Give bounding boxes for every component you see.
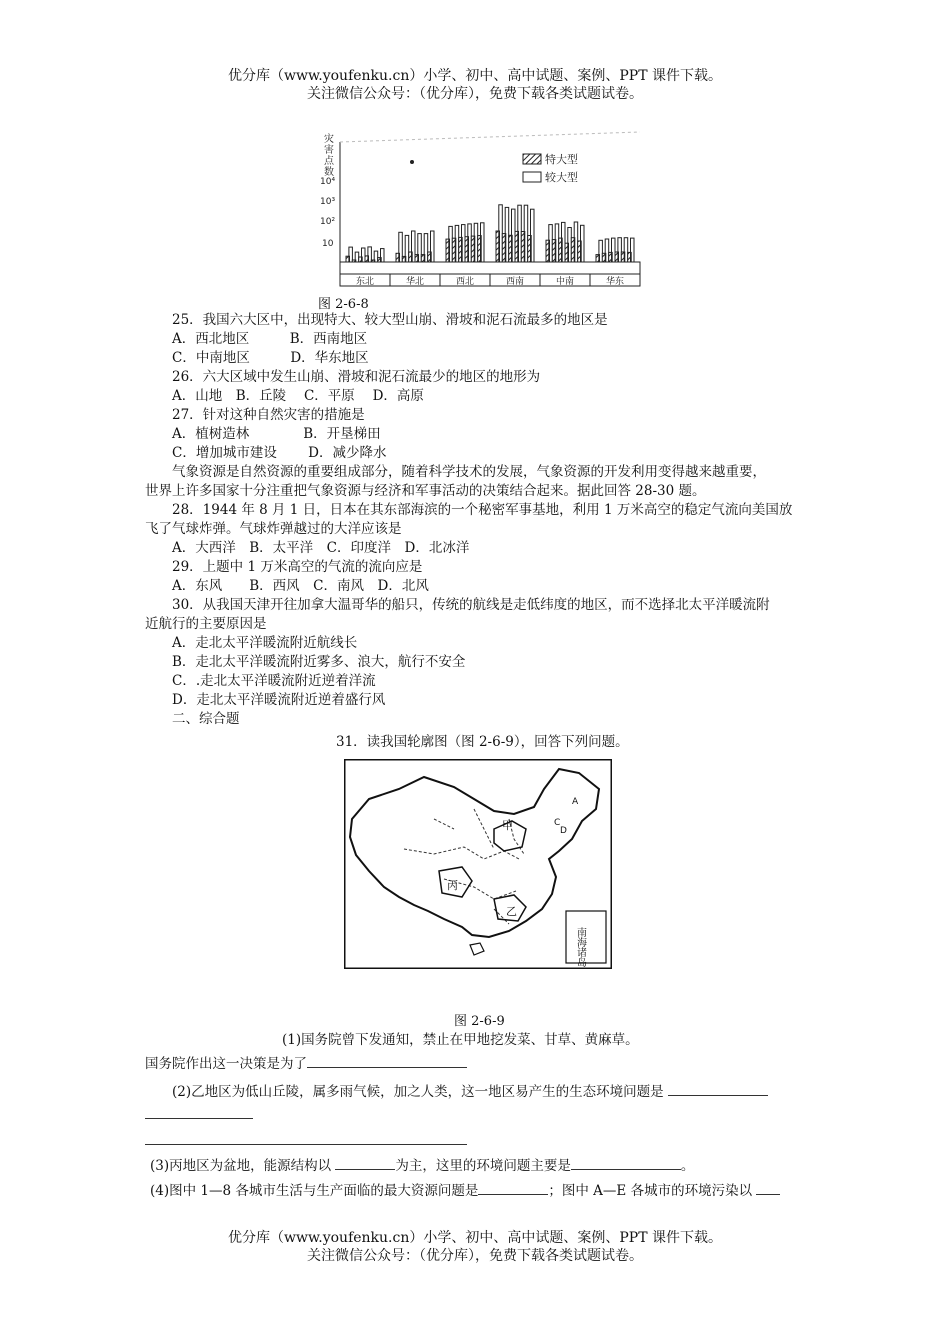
map-label-D: D: [560, 826, 567, 836]
answer-blank[interactable]: [335, 1155, 395, 1170]
disaster-bar-chart: [318, 122, 648, 292]
ytick-label: 10⁴: [320, 177, 336, 187]
province-strip: [340, 262, 640, 274]
question-28-line-1: 28．1944 年 8 月 1 日，日本在其东部海滨的一个秘密军事基地，利用 1 万米高空的稳定气流向美国放: [172, 502, 793, 518]
question-26: 26．六大区域中发生山崩、滑坡和泥石流最少的地区的地形为: [172, 369, 541, 385]
legend-label: 特大型: [545, 153, 578, 166]
answer-blank[interactable]: [145, 1104, 253, 1119]
region-label: 东北: [355, 277, 375, 287]
answer-blank[interactable]: [478, 1180, 548, 1195]
question-29: 29．上题中 1 万米高空的气流的流向应是: [172, 559, 423, 575]
stray-dot: [410, 160, 414, 164]
question-31: 31．读我国轮廓图（图 2-6-9），回答下列问题。: [336, 734, 629, 750]
answer-blank[interactable]: [668, 1081, 768, 1096]
map-label-yi: 乙: [506, 905, 517, 918]
question-25: 25．我国六大区中，出现特大、较大型山崩、滑坡和泥石流最多的地区是: [172, 312, 608, 328]
region-label: 中南: [555, 277, 575, 287]
ytick-label: 10³: [320, 197, 336, 207]
intro-line-1: 气象资源是自然资源的重要组成部分，随着科学技术的发展，气象资源的开发利用变得越来越重要，: [172, 464, 766, 480]
subq-4-text-b: ；图中 A—E 各城市的环境污染以: [548, 1183, 753, 1199]
subq-2-continuation: [145, 1130, 467, 1151]
footer-line-1: 优分库（www.youfenku.cn）小学、初中、高中试题、案例、PPT 课件下载。: [227, 1230, 722, 1246]
ytick-label: 10: [322, 239, 334, 249]
subq-1-line-2: [145, 1053, 467, 1074]
section-2-heading: 二、综合题: [172, 711, 240, 727]
region-label: 华东: [605, 277, 625, 287]
answer-blank[interactable]: [571, 1155, 681, 1170]
question-30-line-2: 近航行的主要原因是: [145, 616, 267, 632]
subq-2-continuation: [145, 1104, 253, 1125]
china-outline-map: [344, 759, 612, 969]
question-30-line-1: 30．从我国天津开往加拿大温哥华的船只，传统的航线是走低纬度的地区，而不选择北太平洋暖流附: [172, 597, 770, 613]
question-26-options: A．山地 B．丘陵 C．平原 D．高原: [172, 388, 424, 404]
map-label-jia: 甲: [502, 819, 513, 832]
question-30-option-b: B．走北太平洋暖流附近雾多、浪大，航行不安全: [172, 654, 466, 670]
subq-3-text-c: 。: [680, 1158, 695, 1174]
question-28-options: A．大西洋 B．太平洋 C．印度洋 D．北冰洋: [172, 540, 470, 556]
map-label-bing: 丙: [447, 879, 458, 892]
question-30-option-c: C．.走北太平洋暖流附近逆着洋流: [172, 673, 376, 689]
question-27-options-ab: A．植树造林 B．开垦梯田: [172, 426, 381, 442]
figure2-caption: 图 2-6-9: [454, 1014, 505, 1029]
chart-ylabel: 灾害点数: [324, 134, 334, 178]
footer-line-2: 关注微信公众号：（优分库），免费下载各类试题试卷。: [307, 1248, 643, 1264]
subq-1-text: 国务院作出这一决策是为了: [145, 1056, 307, 1072]
answer-blank[interactable]: [145, 1130, 467, 1145]
map-label-nanhai: 南海诸岛: [574, 927, 586, 967]
question-30-option-a: A．走北太平洋暖流附近航线长: [172, 635, 358, 651]
answer-blank[interactable]: [756, 1180, 780, 1195]
question-28-line-2: 飞了气球炸弹。气球炸弹越过的大洋应该是: [145, 521, 402, 537]
legend-swatch-hatched: [523, 154, 541, 164]
figure1-caption: 图 2-6-8: [318, 297, 369, 312]
subq-1-line-1: (1)国务院曾下发通知，禁止在甲地挖发菜、甘草、黄麻草。: [282, 1032, 639, 1048]
nanhai-inset: [566, 911, 606, 963]
ytick-label: 10²: [320, 217, 336, 227]
subq-4: [150, 1180, 780, 1201]
subq-3-text-b: 为主，这里的环境问题主要是: [395, 1158, 571, 1174]
question-27: 27．针对这种自然灾害的措施是: [172, 407, 365, 423]
answer-blank[interactable]: [307, 1053, 467, 1068]
subq-3-text-a: (3)丙地区为盆地，能源结构以: [150, 1158, 332, 1174]
intro-line-2: 世界上许多国家十分注重把气象资源与经济和军事活动的决策结合起来。据此回答 28-30 题。: [145, 483, 706, 499]
map-label-A: A: [572, 797, 579, 807]
legend-swatch-open: [523, 172, 541, 182]
question-25-options-ab: A．西北地区 B．西南地区: [172, 331, 368, 347]
map-label-C: C: [554, 818, 561, 828]
subq-2-text: (2)乙地区为低山丘陵，属多雨气候，加之人类，这一地区易产生的生态环境问题是: [172, 1084, 664, 1100]
header-line-2: 关注微信公众号：（优分库），免费下载各类试题试卷。: [307, 86, 643, 102]
question-27-options-cd: C．增加城市建设 D．减少降水: [172, 445, 387, 461]
subq-4-text-a: (4)图中 1—8 各城市生活与生产面临的最大资源问题是: [150, 1183, 479, 1199]
subq-3: [150, 1155, 694, 1176]
subq-2: [172, 1081, 768, 1102]
header-line-1: 优分库（www.youfenku.cn）小学、初中、高中试题、案例、PPT 课件下载。: [227, 68, 722, 84]
legend-label: 较大型: [545, 171, 578, 184]
region-label: 华北: [405, 277, 425, 287]
question-29-options: A．东风 B．西风 C．南风 D．北风: [172, 578, 429, 594]
region-label: 西北: [455, 277, 475, 287]
question-25-options-cd: C．中南地区 D．华东地区: [172, 350, 369, 366]
question-30-option-d: D．走北太平洋暖流附近逆着盛行风: [172, 692, 386, 708]
region-label: 西南: [505, 277, 525, 287]
